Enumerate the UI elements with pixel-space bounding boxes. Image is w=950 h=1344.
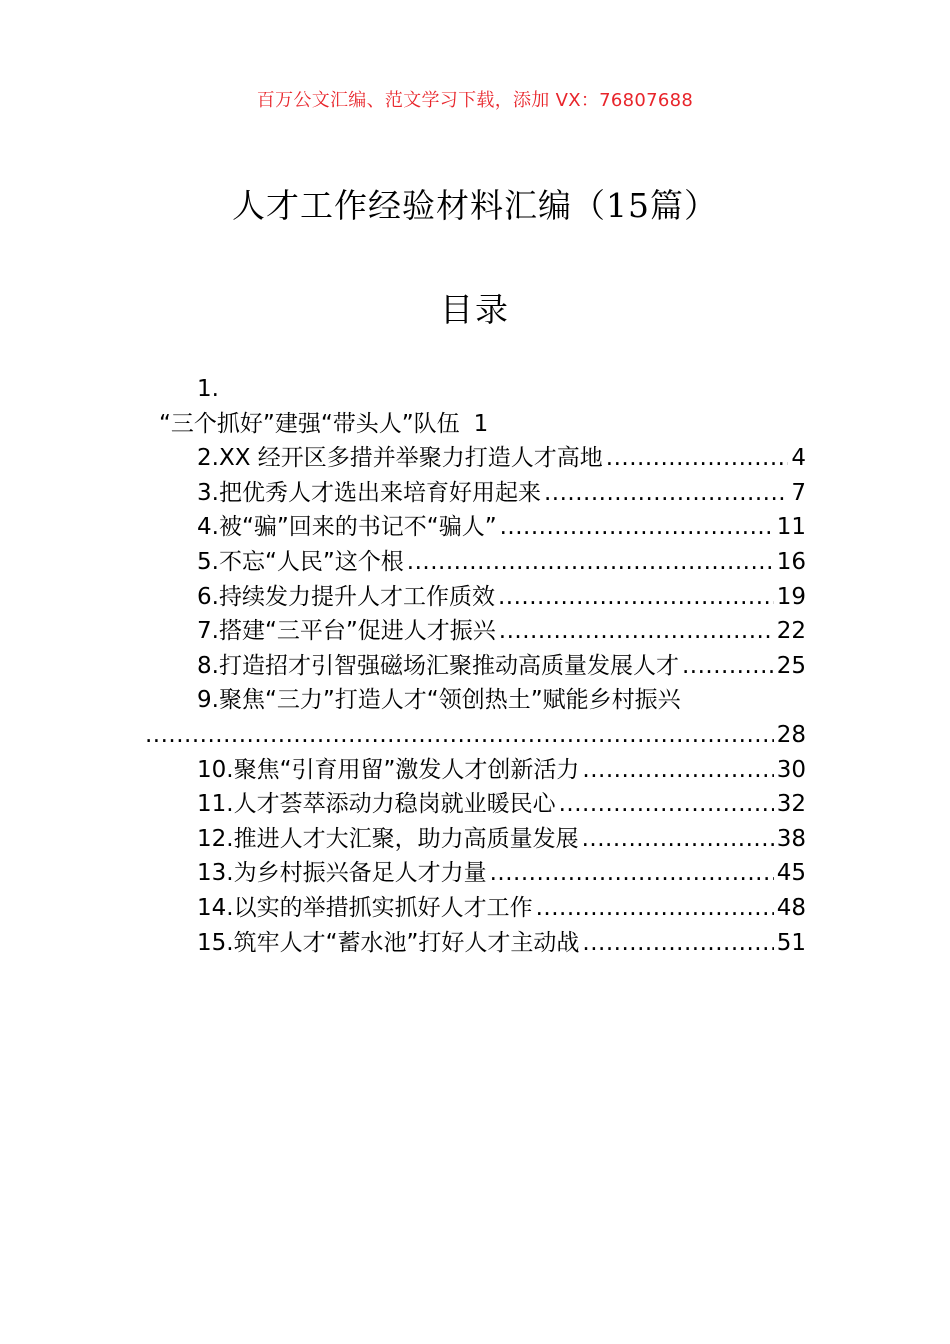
toc-heading: 目录 — [440, 290, 510, 329]
toc-entry-label: 12.推进人才大汇聚，助力高质量发展 — [197, 825, 579, 852]
toc-entry-5[interactable] — [145, 545, 806, 580]
document-title-count: 15 — [606, 186, 650, 225]
toc-entry-page: 16 — [776, 548, 806, 575]
toc-dot-leader — [145, 718, 774, 753]
toc-entry-page: 45 — [776, 860, 806, 887]
toc-entry-10[interactable] — [145, 753, 806, 788]
toc-entry-page: 22 — [776, 618, 806, 645]
toc-entry-label: 14.以实的举措抓实抓好人才工作 — [197, 894, 533, 921]
toc-entry-6[interactable] — [145, 580, 806, 615]
toc-dot-leader — [582, 753, 773, 788]
toc-entry-label: 7.搭建“三平台”促进人才振兴 — [197, 618, 496, 645]
toc-entry-page: 25 — [776, 652, 806, 679]
document-title-tail: 篇） — [650, 186, 718, 225]
toc-entry-page: 30 — [776, 756, 806, 783]
toc-dot-leader — [536, 891, 774, 926]
toc-dot-leader — [500, 510, 774, 545]
toc-entry-1[interactable] — [145, 407, 806, 442]
toc-entry-label: “三个抓好”建强“带头人”队伍 — [159, 410, 460, 437]
toc-entry-page: 51 — [776, 929, 806, 956]
toc-entry-page: 7 — [791, 479, 806, 506]
toc-entry-1-number[interactable] — [145, 372, 806, 407]
toc-entry-label: 6.持续发力提升人才工作质效 — [197, 583, 495, 610]
toc-entry-11[interactable] — [145, 787, 806, 822]
toc-entry-9-continuation[interactable] — [145, 718, 806, 753]
toc-entry-label: 9.聚焦“三力”打造人才“领创热土”赋能乡村振兴 — [197, 687, 681, 714]
toc-entry-14[interactable] — [145, 891, 806, 926]
toc-entry-7[interactable] — [145, 614, 806, 649]
toc-entry-13[interactable] — [145, 856, 806, 891]
toc-entry-3[interactable] — [145, 476, 806, 511]
toc-dot-leader — [582, 822, 774, 857]
toc-entry-label: 8.打造招才引智强磁场汇聚推动高质量发展人才 — [197, 652, 679, 679]
toc-entry-number: 1. — [197, 376, 219, 402]
table-of-contents — [145, 372, 806, 960]
toc-entry-label: 5.不忘“人民”这个根 — [197, 548, 404, 575]
toc-entry-page: 28 — [776, 721, 806, 748]
toc-entry-2[interactable] — [145, 441, 806, 476]
toc-entry-label: 4.被“骗”回来的书记不“骗人” — [197, 514, 497, 541]
toc-dot-leader — [606, 441, 789, 476]
toc-dot-leader — [490, 856, 774, 891]
toc-entry-page: 4 — [791, 445, 806, 472]
toc-entry-4[interactable] — [145, 510, 806, 545]
toc-entry-label: 13.为乡村振兴备足人才力量 — [197, 860, 487, 887]
toc-entry-page: 19 — [776, 583, 806, 610]
toc-entry-label: 15.筑牢人才“蓄水池”打好人才主动战 — [197, 929, 580, 956]
document-title — [0, 180, 950, 227]
toc-entry-15[interactable] — [145, 926, 806, 961]
toc-entry-page: 48 — [776, 894, 806, 921]
toc-entry-label: 2.XX 经开区多措并举聚力打造人才高地 — [197, 445, 603, 472]
toc-entry-label: 11.人才荟萃添动力稳岗就业暖民心 — [197, 791, 556, 818]
toc-entry-page: 1 — [473, 410, 489, 437]
toc-entry-label: 10.聚焦“引育用留”激发人才创新活力 — [197, 756, 580, 783]
toc-entry-page: 11 — [776, 514, 806, 541]
toc-dot-leader — [559, 787, 774, 822]
header-note: 百万公文汇编、范文学习下载，添加 VX：76807688 — [256, 90, 694, 111]
document-title-main: 人才工作经验材料汇编（ — [232, 186, 606, 225]
toc-entry-9[interactable] — [145, 683, 806, 718]
toc-dot-leader — [498, 580, 774, 615]
toc-dot-leader — [407, 545, 774, 580]
toc-entry-12[interactable] — [145, 822, 806, 857]
toc-dot-leader — [544, 476, 788, 511]
toc-entry-label: 3.把优秀人才选出来培育好用起来 — [197, 479, 541, 506]
toc-dot-leader — [499, 614, 774, 649]
toc-entry-8[interactable] — [145, 649, 806, 684]
toc-dot-leader — [682, 649, 774, 684]
toc-entry-page: 38 — [776, 825, 806, 852]
toc-entry-page: 32 — [776, 791, 806, 818]
toc-dot-leader — [582, 926, 773, 961]
